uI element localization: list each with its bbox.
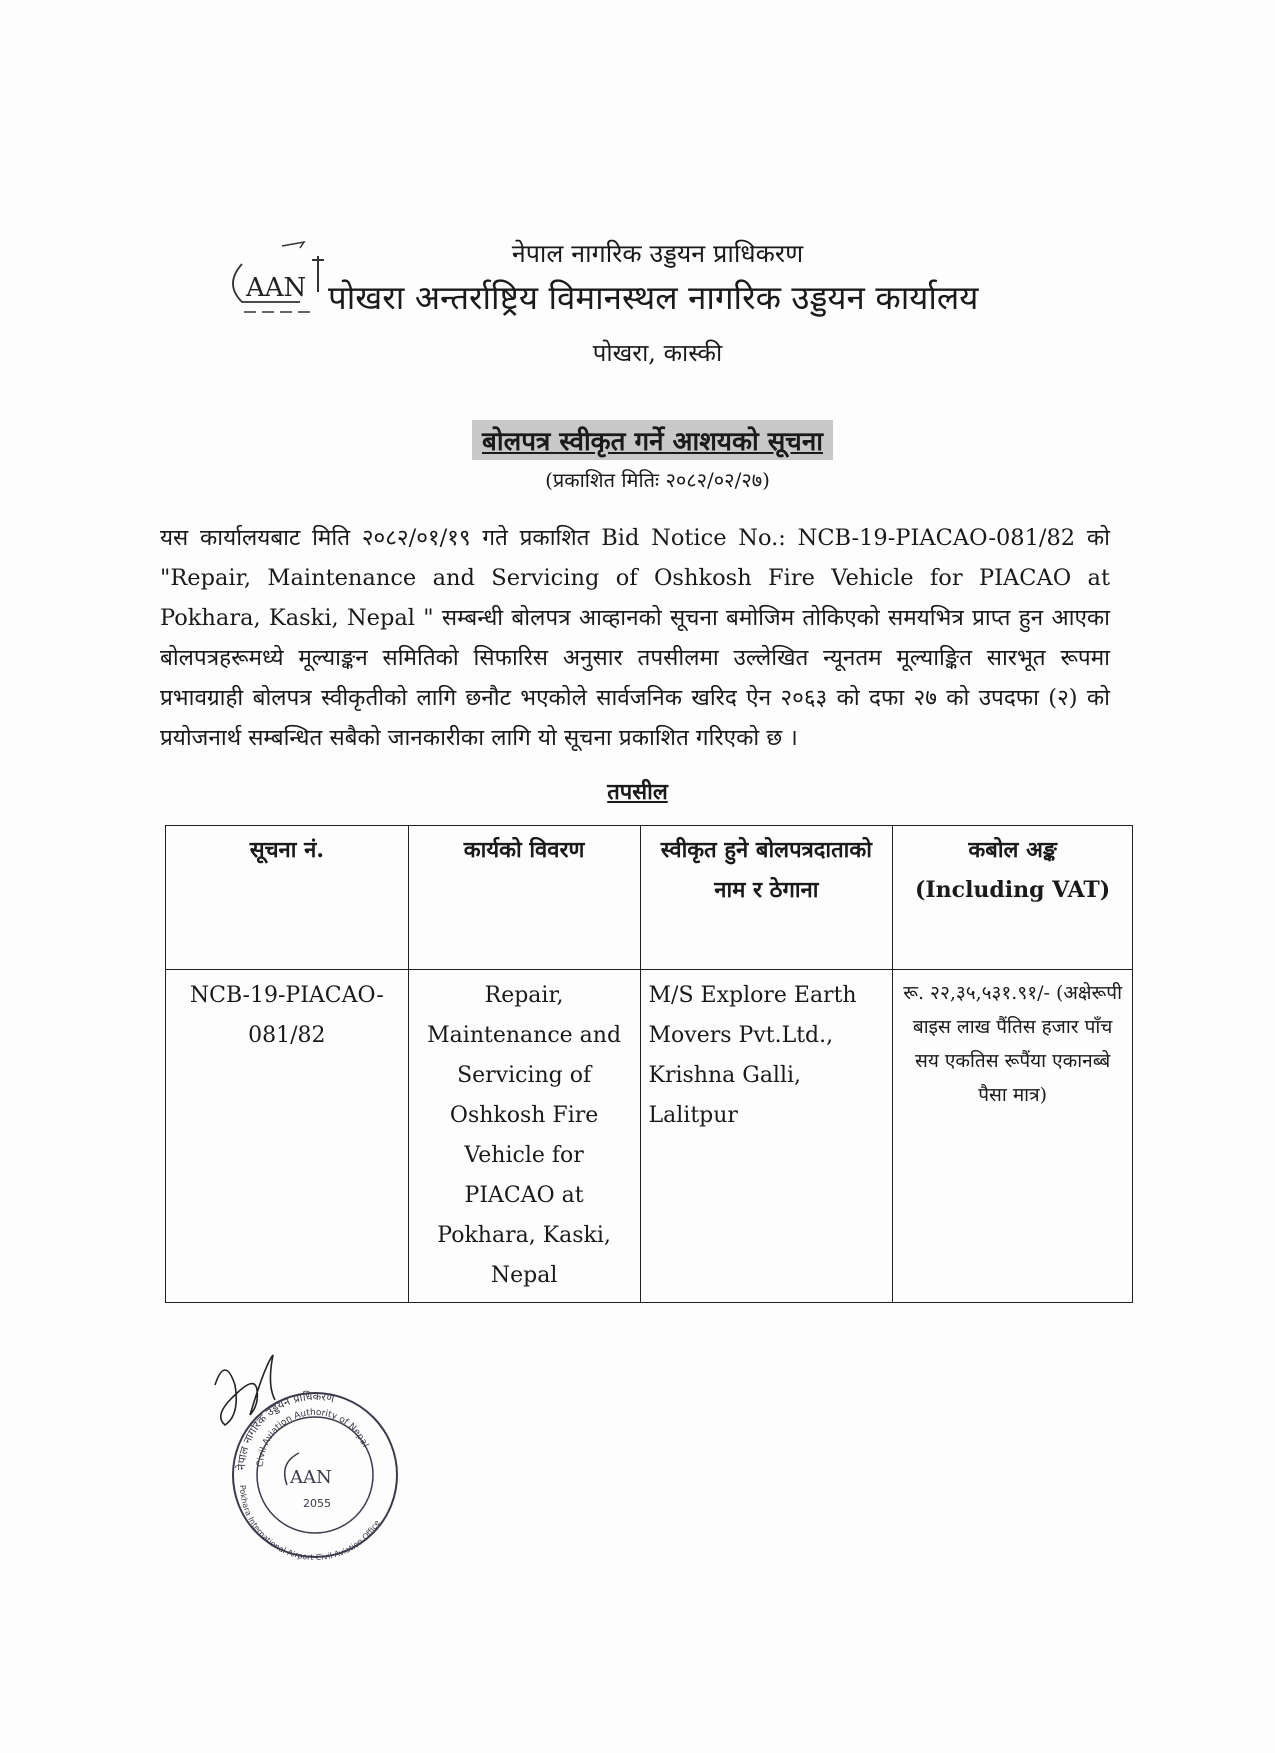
seal-outer-text: नेपाल नागरिक उड्डयन प्राधिकरण — [234, 1389, 336, 1471]
official-seal-icon — [195, 1345, 425, 1575]
table-caption: तपसील — [607, 779, 668, 805]
office-location: पोखरा, कास्की — [592, 339, 723, 367]
header-work-description: कार्यको विवरण — [408, 826, 640, 970]
notice-body: यस कार्यालयबाट मिति २०८२/०१/१९ गते प्रकाशित Bid Notice No.: NCB-19-PIACAO-081/82 को "Repair, Maintenance and Servicing of Oshkosh Fire Vehicle for PIACAO at Pokhara, Kaski, Nepal " सम्बन्धी बोलपत्र आव्हानको सूचना बमोजिम तोकिएको समयभित्र प्राप्त हुन आएका बोलपत्रहरूमध्ये मूल्याङ्कन समितिको सिफारिस अनुसार तपसीलमा उल्लेखित न्यूनतम मूल्याङ्कित सारभूत रूपमा प्रभावग्राही बोलपत्र स्वीकृतीको लागि छनौट भएकोले सार्वजनिक खरिद ऐन २०६३ को दफा २७ को उपदफा (२) को प्रयोजनार्थ सम्बन्धित सबैको जानकारीका लागि यो सूचना प्रकाशित गरिएको छ । — [160, 525, 1110, 751]
seal-english-text: Civil Aviation Authority of Nepal — [255, 1407, 370, 1468]
notice-title-wrap — [0, 420, 1275, 460]
details-table — [165, 825, 1133, 1303]
logo-text: AAN — [246, 273, 307, 303]
seal-logo-text: AAN — [290, 1467, 332, 1488]
cell-amount: रू. २२,३५,५३१.९१/- (अक्षेरूपी बाइस लाख पैंतिस हजार पाँच सय एकतिस रूपैंया एकानब्बे पैसा मात्र) — [893, 970, 1133, 1303]
table-header-row — [166, 826, 1133, 970]
authority-name: नेपाल नागरिक उड्डयन प्राधिकरण — [511, 239, 804, 268]
seal-year: 2055 — [303, 1497, 331, 1510]
svg-text:नेपाल नागरिक उड्डयन प्राधिकरण — [235, 1390, 336, 1470]
header-amount: कबोल अङ्क (Including VAT) — [893, 826, 1133, 970]
cell-notice-no: NCB-19-PIACAO-081/82 — [166, 970, 409, 1303]
office-name: पोखरा अन्तर्राष्ट्रिय विमानस्थल नागरिक उड्डयन कार्यालय — [328, 278, 979, 317]
cell-bidder: M/S Explore Earth Movers Pvt.Ltd., Krishna Galli, Lalitpur — [640, 970, 893, 1303]
table-row — [166, 970, 1133, 1303]
notice-title: बोलपत्र स्वीकृत गर्ने आशयको सूचना — [472, 420, 833, 460]
seal-lower-text: Pokhara International Airport Civil Aviation Office — [237, 1484, 382, 1563]
header-bidder: स्वीकृत हुने बोलपत्रदाताको नाम र ठेगाना — [640, 826, 893, 970]
header-notice-no: सूचना नं. — [166, 826, 409, 970]
published-date: (प्रकाशित मितिः २०८२/०२/२७) — [545, 468, 770, 492]
cell-work-description: Repair, Maintenance and Servicing of Oshkosh Fire Vehicle for PIACAO at Pokhara, Kaski, Nepal — [408, 970, 640, 1303]
